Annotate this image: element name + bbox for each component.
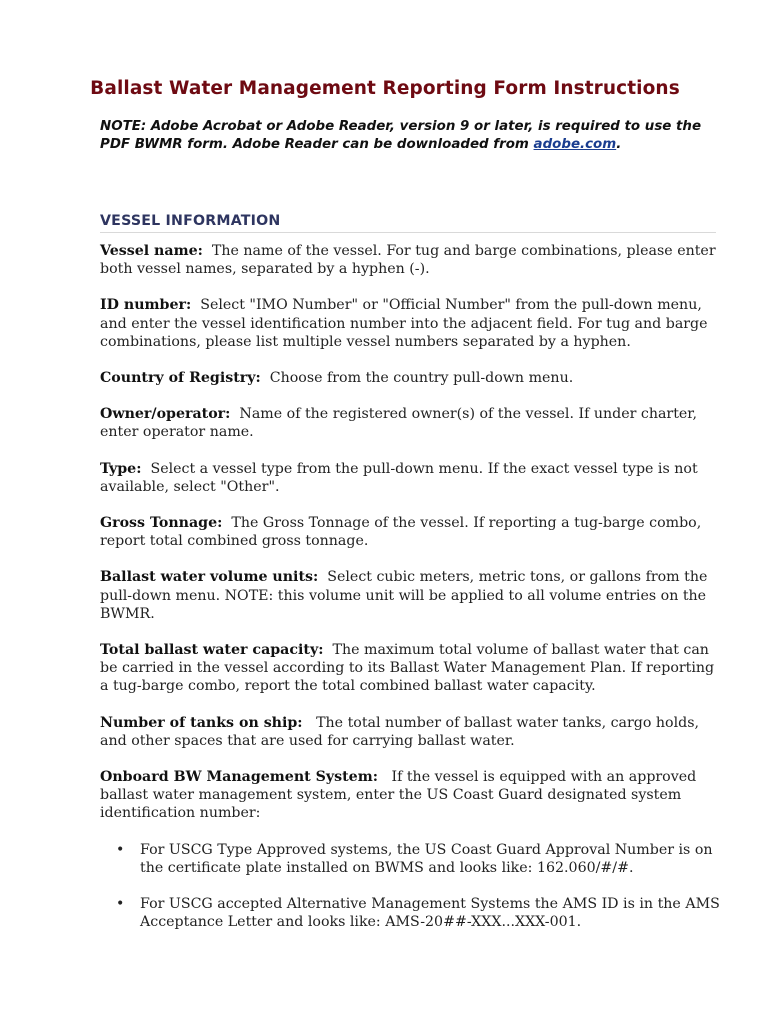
field-label: Vessel name:	[100, 243, 203, 259]
field-total-ballast-water-capacity	[100, 641, 726, 696]
list-item-text: For USCG Type Approved systems, the US Coast Guard Approval Number is on the certificate plate installed on BWMS and looks like: 162.060/#/#.	[140, 841, 713, 876]
field-description: Choose from the country pull-down menu.	[269, 370, 574, 387]
field-label: Type:	[100, 460, 142, 477]
bullet-icon: •	[116, 841, 125, 858]
adobe-note-text: NOTE: Adobe Acrobat or Adobe Reader, version 9 or later, is required to use the PDF BWMR form. Adobe Reader can be downloaded from	[100, 119, 702, 152]
field-country-of-registry	[100, 369, 726, 387]
field-label: Gross Tonnage:	[100, 515, 223, 532]
field-description: If the vessel is equipped with an approved ballast water management system, enter the US Coast Guard designated system identification number:	[100, 769, 697, 822]
adobe-note	[100, 118, 720, 153]
field-number-of-tanks	[100, 714, 726, 750]
field-label: Total ballast water capacity:	[100, 642, 324, 659]
field-description: Select a vessel type from the pull-down menu. If the exact vessel type is not available, select "Other".	[100, 460, 698, 495]
field-label: Ballast water volume units:	[100, 569, 319, 586]
field-description: The name of the vessel. For tug and barge combinations, please enter both vessel names, separated by a hyphen (-).	[100, 243, 716, 278]
field-description: Name of the registered owner(s) of the vessel. If under charter, enter operator name.	[100, 406, 698, 441]
adobe-note-suffix: .	[616, 136, 622, 152]
field-vessel-name	[100, 242, 726, 278]
field-gross-tonnage	[100, 514, 726, 550]
field-description: Select "IMO Number" or "Official Number" from the pull-down menu, and enter the vessel identification number into the adjacent field. For tug and barge combinations, please list multiple vessel numbers separated by a hyphen.	[100, 297, 708, 350]
field-type	[100, 460, 726, 496]
field-label: Owner/operator:	[100, 406, 231, 423]
field-owner-operator	[100, 405, 726, 441]
field-description: The maximum total volume of ballast water that can be carried in the vessel according to its Ballast Water Management Plan. If reporting a tug-barge combo, report the total combined ballast water capacity.	[100, 642, 715, 695]
list-item	[100, 841, 726, 877]
field-description: Select cubic meters, metric tons, or gallons from the pull-down menu. NOTE: this volume unit will be applied to all volume entries on the BWMR.	[100, 569, 708, 622]
vessel-information-content	[100, 242, 726, 949]
field-id-number	[100, 296, 726, 351]
field-ballast-water-volume-units	[100, 568, 726, 623]
list-item-text: For USCG accepted Alternative Management Systems the AMS ID is in the AMS Acceptance Letter and looks like: AMS-20##-XXX...XXX-001.	[140, 896, 720, 931]
field-onboard-bw-management-system	[100, 768, 726, 823]
field-description: The total number of ballast water tanks, cargo holds, and other spaces that are used for carrying ballast water.	[100, 714, 699, 749]
adobe-link[interactable]: adobe.com	[533, 136, 617, 152]
page-title: Ballast Water Management Reporting Form Instructions	[90, 78, 680, 99]
bwms-id-list	[100, 841, 726, 932]
bullet-icon: •	[116, 896, 125, 913]
list-item	[100, 895, 726, 931]
field-label: ID number:	[100, 297, 192, 314]
field-label: Number of tanks on ship:	[100, 714, 303, 731]
field-description: The Gross Tonnage of the vessel. If reporting a tug-barge combo, report total combined gross tonnage.	[100, 515, 702, 550]
section-heading: VESSEL INFORMATION	[100, 213, 716, 233]
field-label: Country of Registry:	[100, 370, 261, 387]
field-label: Onboard BW Management System:	[100, 769, 378, 786]
